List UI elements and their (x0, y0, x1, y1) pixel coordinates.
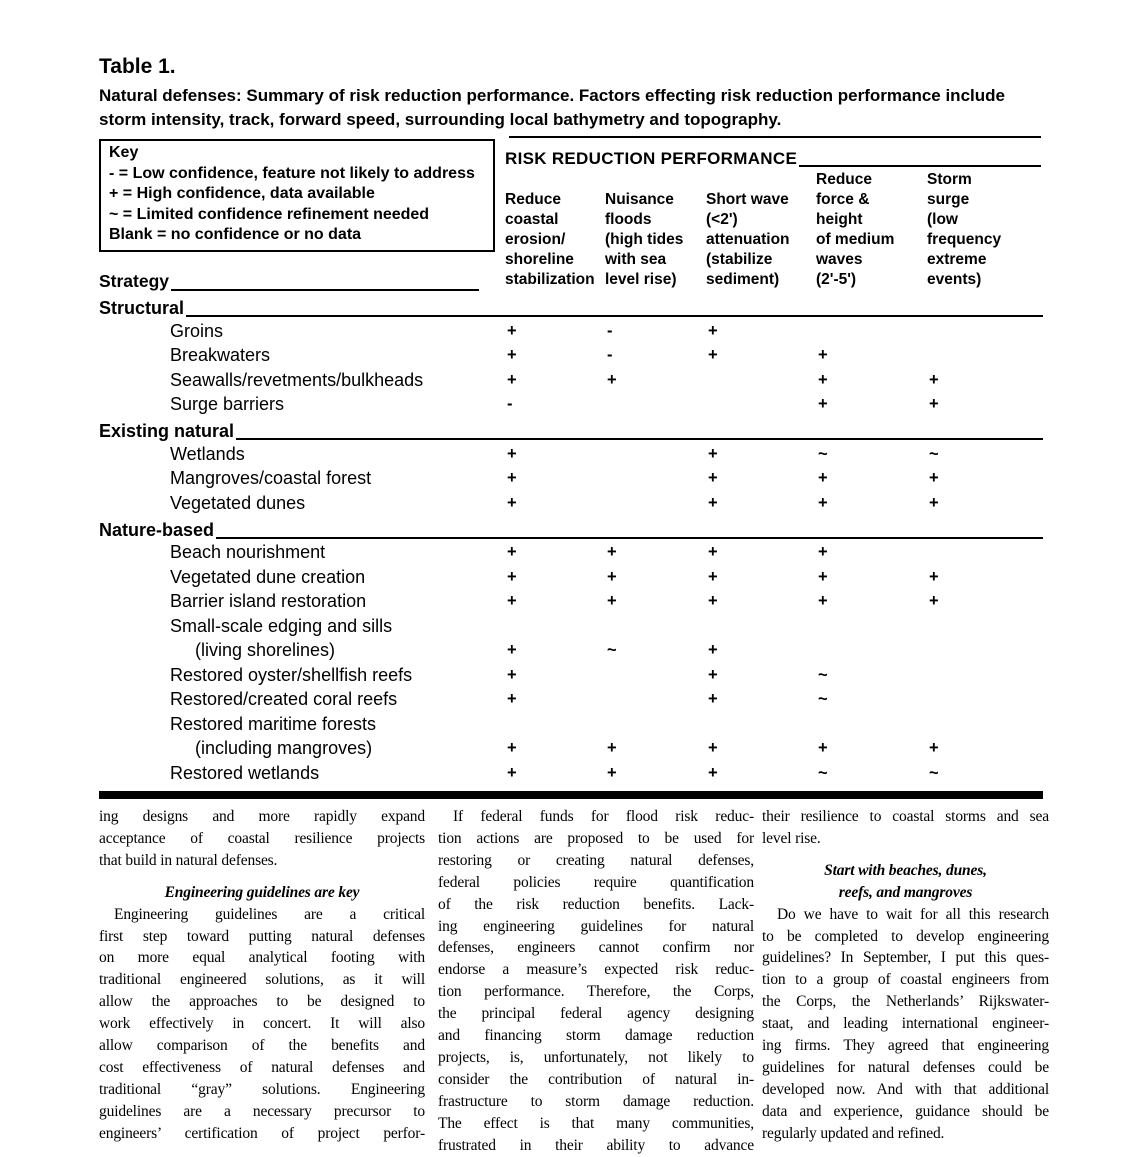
mark-cell: + (607, 567, 617, 586)
mark-cell: + (507, 444, 517, 463)
row-label: Breakwaters (170, 345, 271, 366)
text-line: frustrated in their ability to advance (438, 1136, 754, 1154)
mark-cell: + (507, 763, 517, 782)
text-line: work effectively in concert. It will also (99, 1015, 425, 1033)
table-row (99, 761, 1043, 786)
row-label: Seawalls/revetments/bulkheads (170, 369, 424, 390)
hline: attenuation (706, 231, 790, 248)
mark-cell: + (818, 592, 828, 611)
row-label: Restored wetlands (170, 762, 320, 783)
section-divider-bar (99, 791, 1043, 799)
hline: floods (605, 211, 652, 228)
text-line: traditional engineered solutions, as it will (99, 971, 425, 989)
text-line: of the risk reduction benefits. Lack- (438, 895, 754, 913)
article-paragraph (99, 806, 425, 872)
mark-cell: + (929, 370, 939, 389)
text-line: tion actions are proposed to be used for (438, 829, 754, 847)
table-row (99, 344, 1043, 369)
mark-cell: ~ (929, 444, 939, 463)
table-row (99, 737, 1043, 762)
mark-cell: ~ (818, 444, 828, 463)
mark-cell: + (818, 370, 828, 389)
key-heading: Key (109, 144, 139, 161)
row-label: Beach nourishment (170, 542, 326, 563)
heading-line: reefs, and mangroves (838, 883, 973, 901)
article-column-1 (99, 806, 425, 1140)
row-label: Mangroves/coastal forest (170, 468, 372, 489)
mark-cell: + (507, 493, 517, 512)
mark-cell: + (708, 592, 718, 611)
mark-cell: + (708, 444, 718, 463)
text-line: guidelines? In September, I put this ques- (762, 949, 1049, 967)
mark-cell: + (708, 665, 718, 684)
hline: level rise) (605, 271, 677, 288)
article-paragraph (762, 904, 1049, 1145)
strategy-label: Strategy (99, 271, 170, 291)
article-paragraph (99, 904, 425, 1145)
hline: force & (816, 191, 870, 208)
article-paragraph (438, 806, 754, 1157)
table-caption: Natural defenses: Summary of risk reduction performance. Factors effecting risk reduction performance include storm intensity, track, forward speed, surrounding local bathymetry and topography. (99, 86, 1005, 129)
hline: Storm (927, 171, 972, 188)
table-row (99, 688, 1043, 713)
text-line: the principal federal agency designing (438, 1005, 754, 1023)
row-label: Restored oyster/shellfish reefs (170, 664, 413, 685)
risk-reduction-table (99, 136, 1043, 792)
mark-cell: + (818, 567, 828, 586)
section-label: Structural (99, 298, 185, 318)
hline: (<2') (706, 211, 738, 228)
text-line: to be completed to develop engineering (762, 927, 1049, 945)
heading-line: Start with beaches, dunes, (824, 861, 987, 879)
article-column-3 (762, 806, 1049, 1140)
text-line: and financing storm damage reduction (438, 1027, 754, 1045)
text-line: ing designs and more rapidly expand (99, 808, 425, 825)
mark-cell: + (607, 763, 617, 782)
text-line: developed now. And with that additional (762, 1080, 1049, 1098)
text-line: frastructure to storm damage reduction. (438, 1092, 754, 1110)
column-header-nuisance-floods (605, 190, 683, 290)
strategy-header-row (99, 271, 479, 292)
mark-cell: + (607, 739, 617, 758)
text-line: that build in natural defenses. (99, 851, 278, 869)
table-top-rule (509, 136, 1041, 138)
mark-cell: ~ (929, 763, 939, 782)
section-label: Nature-based (99, 519, 215, 540)
table-title: Table 1. (99, 55, 176, 78)
mark-cell: + (607, 592, 617, 611)
key-items (109, 164, 485, 246)
text-line: their resilience to coastal storms and sea (762, 808, 1049, 825)
mark-cell: + (507, 739, 517, 758)
text-line: traditional “gray” solutions. Engineering (99, 1080, 425, 1098)
section-label: Existing natural (99, 421, 235, 441)
mark-cell: + (818, 395, 828, 414)
mark-cell: + (507, 592, 517, 611)
row-label: Vegetated dunes (170, 492, 306, 513)
key-item: - = Low confidence, feature not likely to address (109, 164, 475, 182)
hline: (2'-5') (816, 271, 857, 288)
mark-cell: + (708, 763, 718, 782)
mark-cell: ~ (818, 690, 828, 709)
text-line: tion performance. Therefore, the Corps, (438, 983, 754, 1001)
mark-cell: + (507, 665, 517, 684)
text-line: endorse a measure’s expected risk reduc- (438, 961, 754, 979)
mark-cell: - (607, 346, 613, 365)
text-line: allow the approaches to be designed to (99, 993, 425, 1011)
mark-cell: + (818, 739, 828, 758)
column-header-reduce-medium-waves (816, 170, 894, 290)
mark-cell: - (507, 395, 513, 414)
text-line: on more equal analytical footing with (99, 949, 425, 967)
text-line: data and experience, guidance should be (762, 1102, 1049, 1120)
table-row (99, 565, 1043, 590)
table-section-header (99, 516, 1043, 541)
text-line: tion to a group of coastal engineers from (762, 971, 1049, 989)
text-line: Do we have to wait for all this research (777, 905, 1049, 923)
text-line: cost effectiveness of natural defenses and (99, 1058, 425, 1076)
article-heading (762, 860, 1049, 904)
mark-cell: + (929, 469, 939, 488)
text-line: The effect is that many communities, (438, 1114, 754, 1132)
text-line: restoring or creating natural defenses, (438, 851, 754, 869)
hline: stabilization (505, 271, 595, 288)
mark-cell: + (507, 641, 517, 660)
column-header-short-wave-attenuation (706, 190, 790, 290)
table-row (99, 590, 1043, 615)
mark-cell: - (607, 321, 613, 340)
hline: waves (816, 251, 863, 268)
performance-underline (799, 165, 1041, 167)
section-underline (216, 537, 1043, 539)
mark-cell: + (929, 592, 939, 611)
text-line: federal policies require quantification (438, 873, 754, 891)
row-label: Small-scale edging and sills (170, 615, 393, 636)
mark-cell: + (929, 493, 939, 512)
hline: frequency (927, 231, 1002, 248)
key-item: ~ = Limited confidence refinement needed (109, 205, 430, 223)
text-line: consider the contribution of natural in- (438, 1070, 754, 1088)
text-line: the Corps, the Netherlands’ Rijkswater- (762, 993, 1049, 1011)
table-row (99, 712, 1043, 737)
text-line: If federal funds for flood risk reduc- (453, 808, 754, 825)
hline: events) (927, 271, 982, 288)
text-line: regularly updated and refined. (762, 1124, 945, 1142)
table-row (99, 614, 1043, 639)
mark-cell: + (507, 346, 517, 365)
row-label: (including mangroves) (195, 738, 373, 759)
text-line: ing firms. They agreed that engineering (762, 1037, 1049, 1055)
mark-cell: + (929, 395, 939, 414)
text-line: allow comparison of the benefits and (99, 1037, 425, 1055)
mark-cell: + (818, 346, 828, 365)
row-label: (living shorelines) (195, 640, 336, 661)
key-item: + = High confidence, data available (109, 185, 375, 202)
heading-line: Engineering guidelines are key (164, 883, 360, 901)
mark-cell: + (507, 469, 517, 488)
text-line: Engineering guidelines are a critical (114, 905, 425, 923)
hline: coastal (505, 211, 559, 228)
row-label: Restored/created coral reefs (170, 689, 398, 710)
hline: height (816, 211, 863, 228)
row-label: Surge barriers (170, 394, 285, 415)
row-label: Wetlands (170, 443, 245, 464)
table-section-header (99, 294, 1043, 319)
table-row (99, 319, 1043, 344)
column-header-storm-surge (927, 170, 1001, 290)
text-line: guidelines are a necessary precursor to (99, 1102, 425, 1120)
mark-cell: ~ (607, 641, 617, 660)
mark-cell: + (818, 493, 828, 512)
text-line: level rise. (762, 829, 821, 847)
hline: Short wave (706, 191, 789, 208)
table-row (99, 541, 1043, 566)
mark-cell: + (507, 543, 517, 562)
mark-cell: + (708, 690, 718, 709)
table-row (99, 467, 1043, 492)
hline: shoreline (505, 251, 574, 268)
section-underline (236, 438, 1043, 440)
mark-cell: + (929, 567, 939, 586)
performance-heading: RISK REDUCTION PERFORMANCE (505, 149, 798, 168)
table-row (99, 639, 1043, 664)
mark-cell: + (708, 321, 718, 340)
mark-cell: + (818, 543, 828, 562)
hline: Nuisance (605, 191, 674, 208)
hline: Reduce (816, 171, 872, 188)
text-line: first step toward putting natural defenses (99, 927, 425, 945)
table-row (99, 663, 1043, 688)
key-item: Blank = no confidence or no data (109, 226, 362, 243)
mark-cell: + (607, 370, 617, 389)
hline: (low (927, 211, 958, 228)
hline: Reduce (505, 191, 561, 208)
mark-cell: + (708, 739, 718, 758)
mark-cell: + (507, 370, 517, 389)
mark-cell: + (929, 739, 939, 758)
text-line: engineers’ certification of project perfor- (99, 1124, 425, 1142)
mark-cell: + (507, 567, 517, 586)
mark-cell: + (507, 690, 517, 709)
mark-cell: + (708, 346, 718, 365)
strategy-underline (171, 289, 479, 291)
table-row (99, 368, 1043, 393)
article-heading (99, 882, 425, 904)
mark-cell: + (607, 543, 617, 562)
article-column-2 (438, 806, 754, 1154)
performance-heading-row (505, 149, 1041, 169)
row-label: Restored maritime forests (170, 713, 377, 734)
row-label: Vegetated dune creation (170, 566, 366, 587)
hline: extreme (927, 251, 987, 268)
text-line: guidelines for natural defenses could be (762, 1058, 1049, 1076)
hline: (high tides (605, 231, 684, 248)
text-line: ing engineering guidelines for natural (438, 917, 754, 935)
hline: (stabilize (706, 251, 773, 268)
text-line: staat, and leading international engineer- (762, 1015, 1049, 1033)
hline: sediment) (706, 271, 780, 288)
mark-cell: + (708, 493, 718, 512)
article-paragraph (762, 806, 1049, 850)
key-box (99, 139, 495, 252)
text-line: defenses, engineers cannot confirm nor (438, 939, 754, 957)
table-row (99, 442, 1043, 467)
mark-cell: + (708, 469, 718, 488)
table-row (99, 491, 1043, 516)
mark-cell: + (708, 641, 718, 660)
row-label: Groins (170, 320, 224, 341)
row-label: Barrier island restoration (170, 591, 367, 612)
hline: of medium (816, 231, 895, 248)
text-line: projects, is, unfortunately, not likely to (438, 1048, 754, 1066)
hline: erosion/ (505, 231, 566, 248)
table-row (99, 393, 1043, 418)
text-line: acceptance of coastal resilience projects (99, 829, 425, 847)
table-rows (99, 294, 1043, 786)
mark-cell: + (708, 567, 718, 586)
section-underline (186, 315, 1043, 317)
column-header-reduce-coastal-erosion (505, 190, 595, 290)
mark-cell: ~ (818, 665, 828, 684)
mark-cell: + (818, 469, 828, 488)
mark-cell: + (507, 321, 517, 340)
hline: with sea (605, 251, 667, 268)
hline: surge (927, 191, 970, 208)
mark-cell: ~ (818, 763, 828, 782)
table-section-header (99, 417, 1043, 442)
mark-cell: + (708, 543, 718, 562)
